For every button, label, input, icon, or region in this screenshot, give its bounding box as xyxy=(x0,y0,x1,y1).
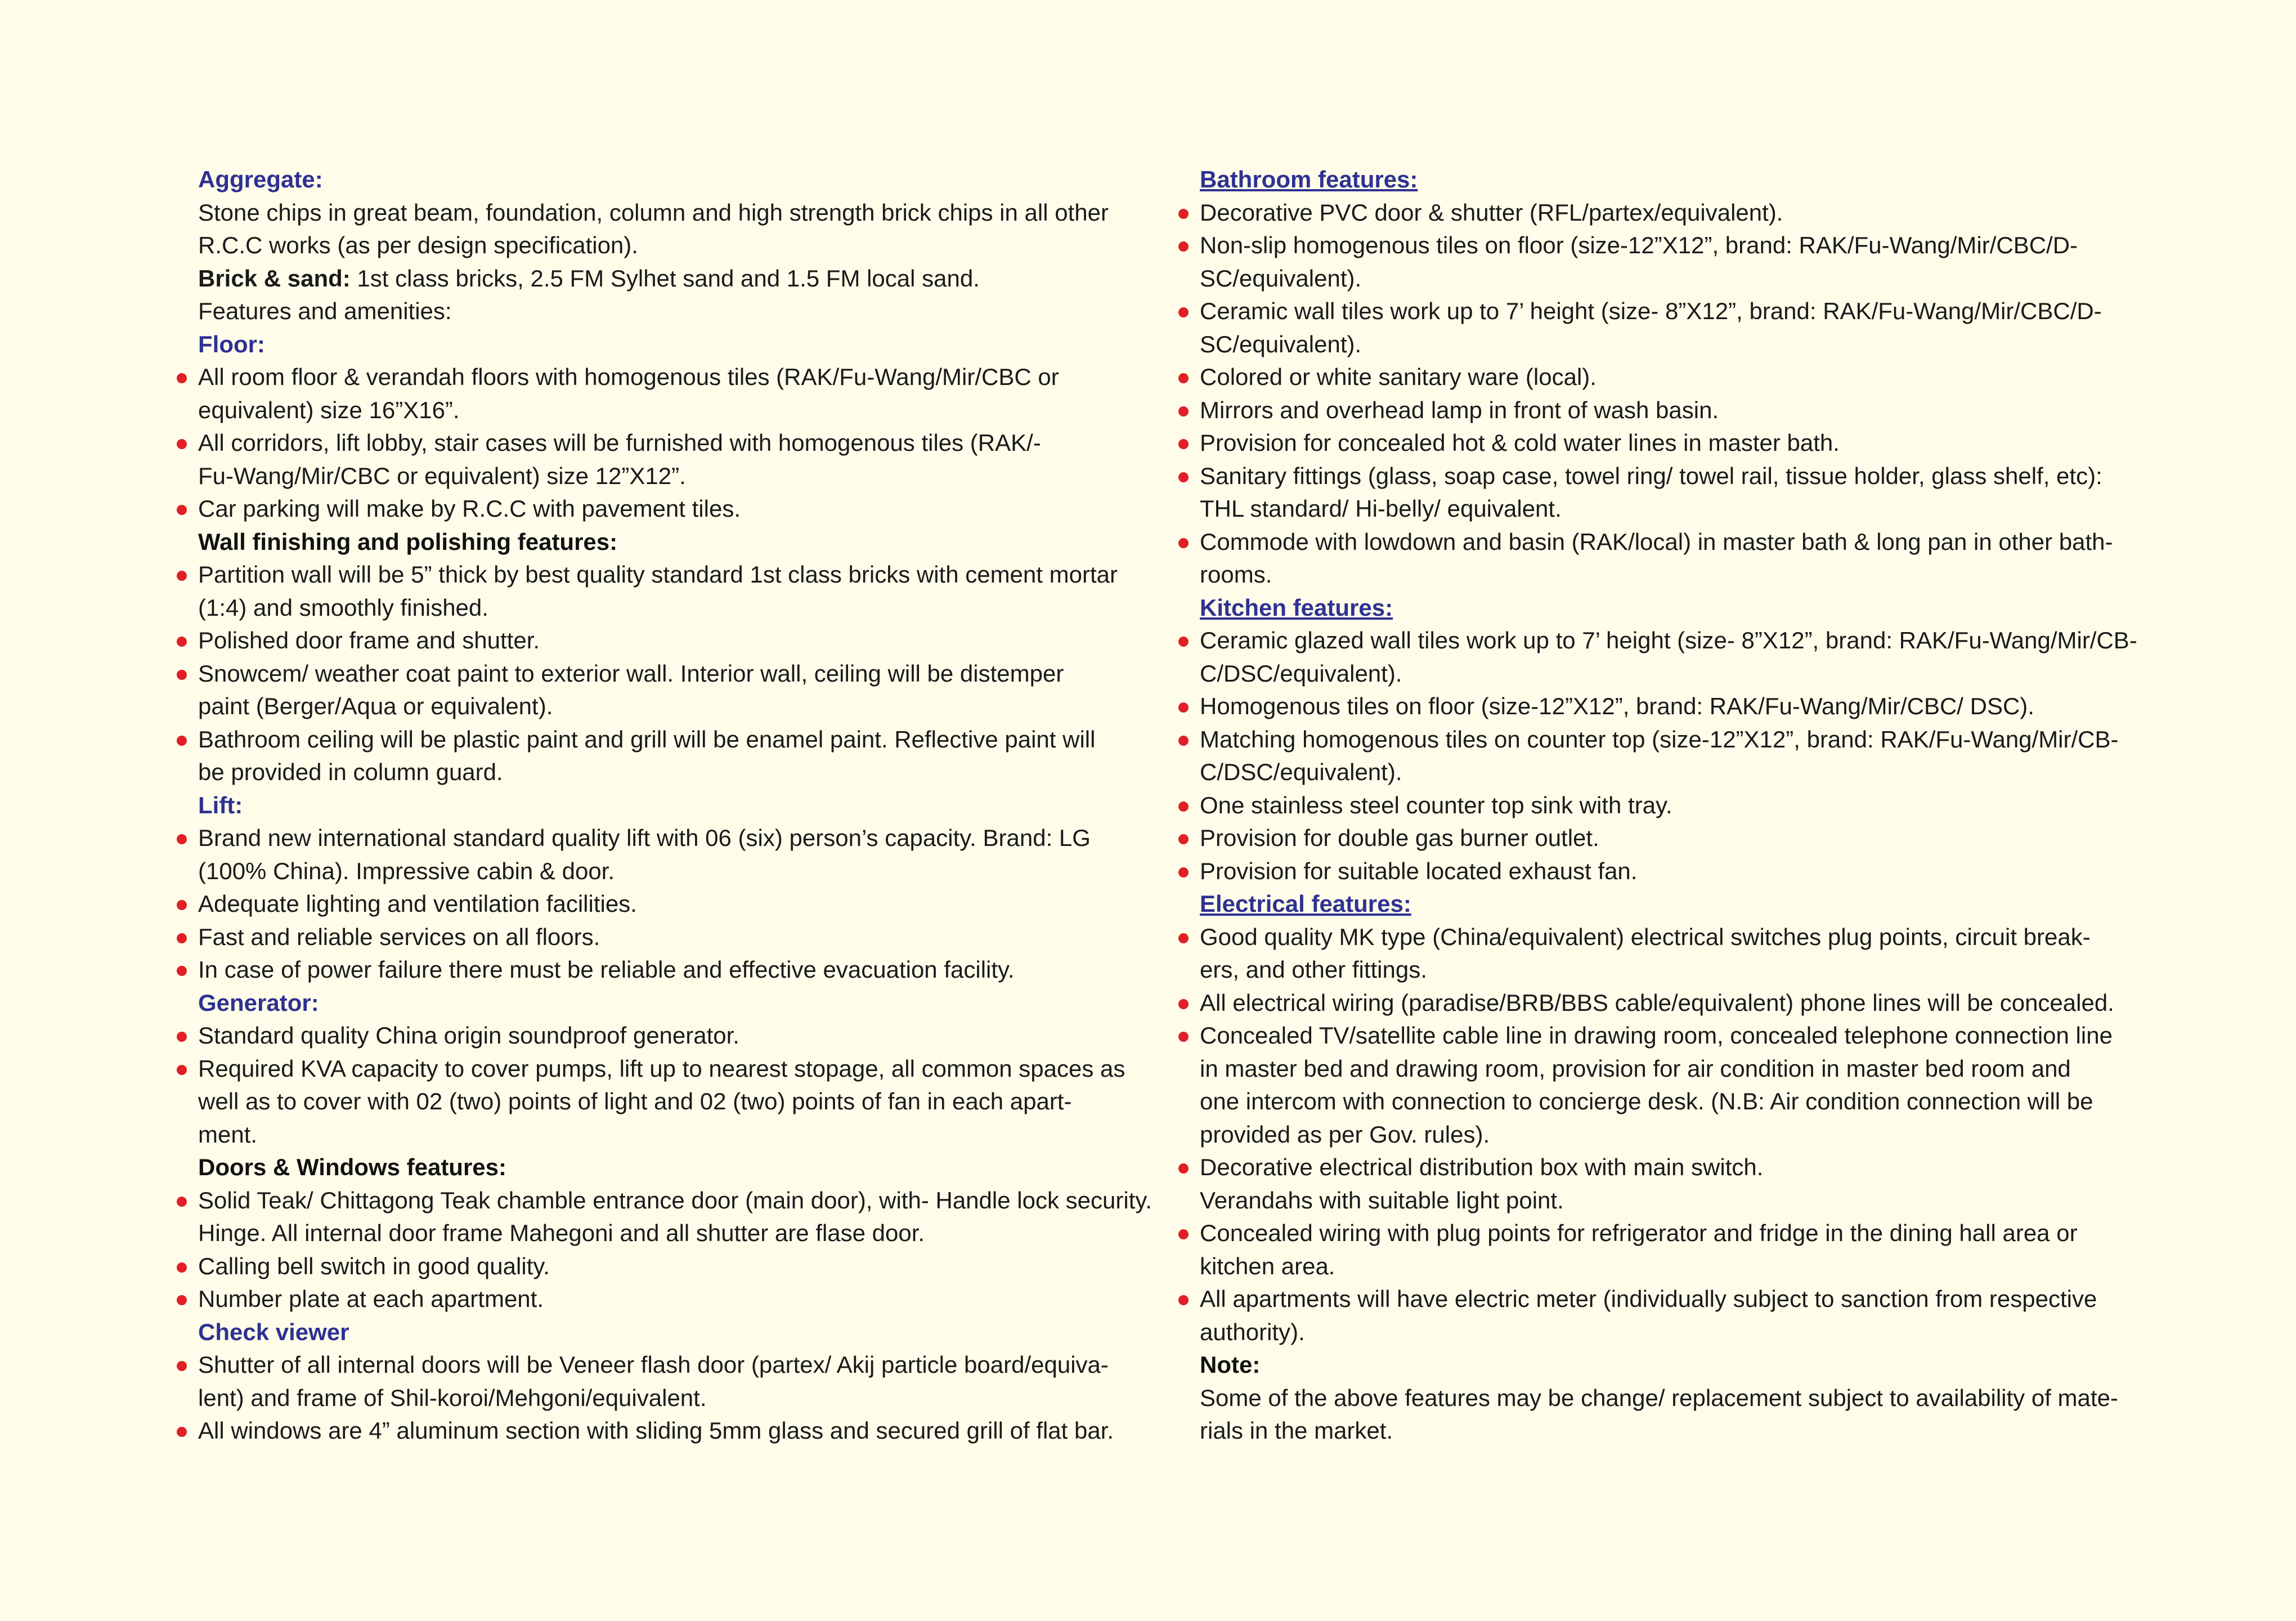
paragraph-line: Features and amenities: xyxy=(198,298,452,324)
bullet-text-line: Car parking will make by R.C.C with pavement tiles. xyxy=(198,495,741,522)
bullet-text-line: ment. xyxy=(198,1121,258,1148)
bullet-text-line: Homogenous tiles on floor (size-12”X12”, brand: RAK/Fu-Wang/Mir/CBC/ DSC). xyxy=(1200,693,2034,719)
bullet-item xyxy=(169,1349,1148,1414)
paragraph xyxy=(169,196,1148,262)
bullet-text-line: Mirrors and overhead lamp in front of wash basin. xyxy=(1200,396,1719,423)
bullet-item xyxy=(1171,295,2138,361)
bullet-item xyxy=(169,953,1148,987)
heading-text: Aggregate: xyxy=(198,166,323,192)
bullet-text-line: In case of power failure there must be reliable and effective evacuation facility. xyxy=(198,956,1015,983)
bullet-text-line: Number plate at each apartment. xyxy=(198,1286,544,1312)
bullet-text-line: C/DSC/equivalent). xyxy=(1200,759,1402,785)
heading-text: Generator: xyxy=(198,989,319,1016)
section-heading-doors-windows-features xyxy=(169,1151,1148,1184)
bullet-item xyxy=(1171,987,2138,1020)
bullet-text-line: Required KVA capacity to cover pumps, lift up to nearest stopage, all common spaces as xyxy=(198,1055,1125,1082)
bullet-text-line: paint (Berger/Aqua or equivalent). xyxy=(198,693,553,719)
bullet-text-line: Hinge. All internal door frame Mahegoni and all shutter are flase door. xyxy=(198,1220,925,1246)
bullet-item xyxy=(1171,1151,2138,1217)
heading-text: Note: xyxy=(1200,1351,1261,1378)
bullet-text-line: One stainless steel counter top sink with tray. xyxy=(1200,791,1672,818)
bullet-text-line: one intercom with connection to concierge desk. (N.B: Air condition connection will be xyxy=(1200,1088,2093,1114)
heading-text: Lift: xyxy=(198,791,243,818)
bullet-text-line: Bathroom ceiling will be plastic paint and grill will be enamel paint. Reflective paint will xyxy=(198,726,1096,753)
bullet-item xyxy=(1171,789,2138,822)
section-heading-floor xyxy=(169,328,1148,361)
section-heading-wall-finishing-and-polishing-features xyxy=(169,526,1148,559)
bullet-item xyxy=(169,361,1148,427)
bullet-item xyxy=(1171,1019,2138,1151)
bullet-text-line: Brand new international standard quality lift with 06 (six) person’s capacity. Brand: LG xyxy=(198,825,1091,851)
bullet-text-line: Ceramic wall tiles work up to 7’ height (size- 8”X12”, brand: RAK/Fu-Wang/Mir/CBC/D- xyxy=(1200,298,2102,324)
bullet-text-line: kitchen area. xyxy=(1200,1252,1335,1279)
heading-text: Kitchen features: xyxy=(1200,594,1393,621)
bullet-text-line: provided as per Gov. rules). xyxy=(1200,1121,1490,1148)
bullet-text-line: Decorative PVC door & shutter (RFL/partex/equivalent). xyxy=(1200,199,1783,226)
bullet-item xyxy=(169,1283,1148,1316)
bullet-text-line: All room floor & verandah floors with homogenous tiles (RAK/Fu-Wang/Mir/CBC or xyxy=(198,364,1059,390)
bullet-text-line: Adequate lighting and ventilation facilities. xyxy=(198,890,637,917)
bullet-text-line: All windows are 4” aluminum section with sliding 5mm glass and secured grill of flat bar. xyxy=(198,1417,1114,1444)
bullet-text-line: well as to cover with 02 (two) points of light and 02 (two) points of fan in each apart- xyxy=(198,1088,1072,1114)
bullet-text-line: equivalent) size 16”X16”. xyxy=(198,396,460,423)
bullet-text-line: Verandahs with suitable light point. xyxy=(1200,1186,1564,1213)
section-heading-lift xyxy=(169,789,1148,822)
bullet-item xyxy=(1171,361,2138,394)
paragraph-line: Stone chips in great beam, foundation, column and high strength brick chips in all other xyxy=(198,199,1109,226)
bullet-item xyxy=(1171,526,2138,592)
paragraph xyxy=(169,295,1148,328)
bullet-text-line: Provision for double gas burner outlet. xyxy=(1200,825,1599,851)
left-column xyxy=(169,163,1152,1448)
bullet-text-line: Snowcem/ weather coat paint to exterior wall. Interior wall, ceiling will be distemper xyxy=(198,660,1064,687)
bullet-item xyxy=(1171,921,2138,987)
bullet-item xyxy=(169,921,1148,954)
bullet-text-line: Provision for suitable located exhaust fan. xyxy=(1200,857,1638,884)
bullet-text-line: THL standard/ Hi-belly/ equivalent. xyxy=(1200,495,1562,522)
paragraph-line: R.C.C works (as per design specification). xyxy=(198,232,638,258)
heading-text: Floor: xyxy=(198,330,265,357)
bullet-text-line: Partition wall will be 5” thick by best quality standard 1st class bricks with cement mortar xyxy=(198,561,1118,588)
bullet-text-line: Shutter of all internal doors will be Veneer flash door (partex/ Akij particle board/equiva- xyxy=(198,1351,1109,1378)
bullet-text-line: Calling bell switch in good quality. xyxy=(198,1252,550,1279)
bullet-item xyxy=(169,1184,1152,1250)
bullet-item xyxy=(169,1414,1148,1448)
bullet-item xyxy=(1171,427,2138,460)
bullet-text-line: authority). xyxy=(1200,1318,1305,1345)
section-heading-generator xyxy=(169,987,1148,1020)
bullet-text-line: All corridors, lift lobby, stair cases will be furnished with homogenous tiles (RAK/- xyxy=(198,429,1041,456)
bullet-text-line: SC/equivalent). xyxy=(1200,265,1362,292)
bullet-item xyxy=(169,492,1148,526)
paragraph-line: Some of the above features may be change/ replacement subject to availability of mate- xyxy=(1200,1384,2118,1411)
bullet-text-line: Polished door frame and shutter. xyxy=(198,627,540,653)
bullet-text-line: Sanitary fittings (glass, soap case, towel ring/ towel rail, tissue holder, glass shelf, etc): xyxy=(1200,462,2102,489)
bullet-text-line: Colored or white sanitary ware (local). xyxy=(1200,364,1597,390)
bullet-text-line: Concealed TV/satellite cable line in drawing room, concealed telephone connection line xyxy=(1200,1022,2113,1049)
bullet-text-line: (100% China). Impressive cabin & door. xyxy=(198,857,615,884)
bullet-item xyxy=(169,427,1148,492)
bullet-item xyxy=(169,624,1148,657)
bullet-text-line: Commode with lowdown and basin (RAK/local) in master bath & long pan in other bath- xyxy=(1200,528,2113,555)
paragraph-line: rials in the market. xyxy=(1200,1417,1393,1444)
paragraph xyxy=(1171,1382,2138,1448)
bullet-text-line: be provided in column guard. xyxy=(198,759,503,785)
bullet-item xyxy=(1171,723,2138,789)
bullet-text-line: Decorative electrical distribution box with main switch. xyxy=(1200,1154,1764,1180)
heading-text: Bathroom features: xyxy=(1200,166,1418,192)
section-heading-check-viewer xyxy=(169,1316,1148,1349)
section-heading-kitchen-features xyxy=(1171,592,2138,625)
bullet-item xyxy=(1171,1283,2138,1349)
bullet-item xyxy=(1171,229,2138,295)
bullet-text-line: Standard quality China origin soundproof generator. xyxy=(198,1022,739,1049)
bullet-text-line: Fast and reliable services on all floors. xyxy=(198,923,600,950)
bullet-text-line: Solid Teak/ Chittagong Teak chamble entrance door (main door), with- Handle lock security. xyxy=(198,1186,1152,1213)
bullet-item xyxy=(1171,855,2138,888)
bullet-item xyxy=(1171,394,2138,427)
bullet-text-line: Concealed wiring with plug points for refrigerator and fridge in the dining hall area or xyxy=(1200,1220,2078,1246)
bullet-text-line: lent) and frame of Shil-koroi/Mehgoni/equivalent. xyxy=(198,1384,707,1411)
bullet-item xyxy=(1171,624,2138,690)
bullet-item xyxy=(1171,690,2138,723)
bullet-text-line: All electrical wiring (paradise/BRB/BBS cable/equivalent) phone lines will be concealed. xyxy=(1200,989,2114,1016)
bullet-item xyxy=(169,657,1148,723)
bullet-item xyxy=(169,558,1148,624)
section-heading-bathroom-features xyxy=(1171,163,2138,196)
labeled-paragraph xyxy=(169,262,1148,295)
bullet-text-line: rooms. xyxy=(1200,561,1272,588)
heading-text: Wall finishing and polishing features: xyxy=(198,528,618,555)
bullet-text-line: Good quality MK type (China/equivalent) electrical switches plug points, circuit break- xyxy=(1200,923,2091,950)
heading-text: Doors & Windows features: xyxy=(198,1154,507,1180)
bullet-text-line: (1:4) and smoothly finished. xyxy=(198,594,488,621)
bullet-item xyxy=(169,1250,1148,1283)
bullet-text-line: ers, and other fittings. xyxy=(1200,956,1427,983)
bullet-item xyxy=(1171,822,2138,855)
bullet-text-line: Provision for concealed hot & cold water lines in master bath. xyxy=(1200,429,1840,456)
bullet-text-line: Matching homogenous tiles on counter top (size-12”X12”, brand: RAK/Fu-Wang/Mir/CB- xyxy=(1200,726,2119,753)
paragraph-label: Brick & sand: xyxy=(198,265,351,292)
heading-text: Check viewer xyxy=(198,1318,349,1345)
bullet-text-line: Non-slip homogenous tiles on floor (size-12”X12”, brand: RAK/Fu-Wang/Mir/CBC/D- xyxy=(1200,232,2078,258)
bullet-item xyxy=(169,723,1148,789)
bullet-text-line: Fu-Wang/Mir/CBC or equivalent) size 12”X12”. xyxy=(198,462,686,489)
bullet-text-line: Ceramic glazed wall tiles work up to 7’ height (size- 8”X12”, brand: RAK/Fu-Wang/Mir/CB- xyxy=(1200,627,2137,653)
section-heading-electrical-features xyxy=(1171,888,2138,921)
bullet-item xyxy=(1171,460,2138,526)
bullet-item xyxy=(1171,1217,2138,1283)
section-heading-aggregate xyxy=(169,163,1148,196)
bullet-text-line: SC/equivalent). xyxy=(1200,330,1362,357)
bullet-text-line: C/DSC/equivalent). xyxy=(1200,660,1402,687)
bullet-item xyxy=(169,888,1148,921)
bullet-item xyxy=(169,822,1148,888)
bullet-item xyxy=(1171,196,2138,230)
bullet-text-line: in master bed and drawing room, provision for air condition in master bed room and xyxy=(1200,1055,2071,1082)
bullet-item xyxy=(169,1053,1148,1152)
bullet-text-line: All apartments will have electric meter (individually subject to sanction from respective xyxy=(1200,1286,2097,1312)
paragraph-text: 1st class bricks, 2.5 FM Sylhet sand and 1.5 FM local sand. xyxy=(350,265,980,292)
heading-text: Electrical features: xyxy=(1200,890,1411,917)
bullet-item xyxy=(169,1019,1148,1053)
right-column xyxy=(1171,163,2138,1448)
section-heading-note xyxy=(1171,1349,2138,1382)
